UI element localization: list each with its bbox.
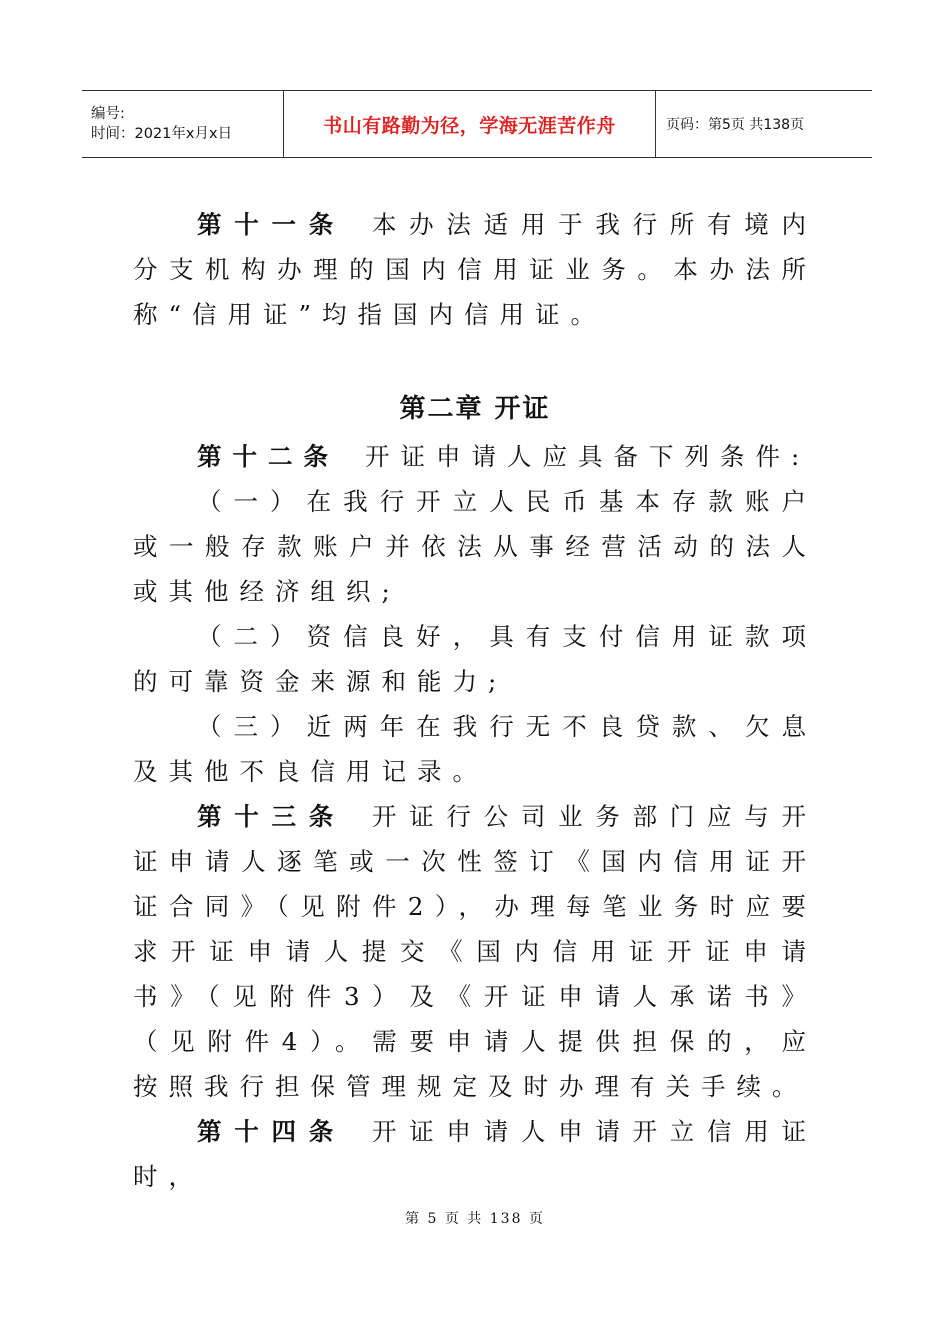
article-12-item-1: （一）在我行开立人民币基本存款账户或一般存款账户并依法从事经营活动的法人或其他经济组织; <box>133 487 817 606</box>
article-11-title: 第十一条 <box>197 210 346 239</box>
article-14-title: 第十四条 <box>197 1117 346 1146</box>
section-2 <box>133 434 817 1199</box>
header-page-number: 页码：第5页 共138页 <box>666 117 805 133</box>
article-12-item-2: （二）资信良好，具有支付信用证款项的可靠资金来源和能力; <box>133 622 817 696</box>
article-12-title: 第十二条 <box>197 442 339 471</box>
article-11 <box>133 202 817 337</box>
article-12 <box>133 434 817 479</box>
header-page-cell <box>656 91 872 157</box>
article-13 <box>133 794 817 1109</box>
document-number-label: 编号: <box>91 106 125 122</box>
section-1 <box>133 202 817 337</box>
article-13-title: 第十三条 <box>197 802 346 831</box>
header-meta <box>82 91 284 157</box>
article-12-item-3: （三）近两年在我行无不良贷款、欠息及其他不良信用记录。 <box>133 712 817 786</box>
chapter-title: 第二章 开证 <box>399 394 551 424</box>
header-motto: 书山有路勤为径，学海无涯苦作舟 <box>323 114 616 137</box>
article-12-text: 开证申请人应具备下列条件: <box>365 442 811 471</box>
article-13-text: 开证行公司业务部门应与开证申请人逐笔或一次性签订《国内信用证开证合同》（见附件2），办理每笔业务时应要求开证申请人提交《国内信用证开证申请书》（见附件3）及《开证申请人承诺书》（见附件4）。需要申请人提供担保的，应按照我行担保管理规定及时办理有关手续。 <box>133 802 818 1101</box>
document-header <box>82 90 872 158</box>
page-footer: 第 5 页 共 138 页 <box>405 1211 545 1227</box>
article-14-text: 开证申请人申请开立信用证时， <box>133 1117 818 1191</box>
header-motto-cell <box>284 91 656 157</box>
article-14 <box>133 1109 817 1199</box>
document-date: 时间：2021年x月x日 <box>91 126 233 142</box>
article-11-text: 本办法适用于我行所有境内分支机构办理的国内信用证业务。本办法所称“信用证”均指国内信用证。 <box>133 210 818 329</box>
